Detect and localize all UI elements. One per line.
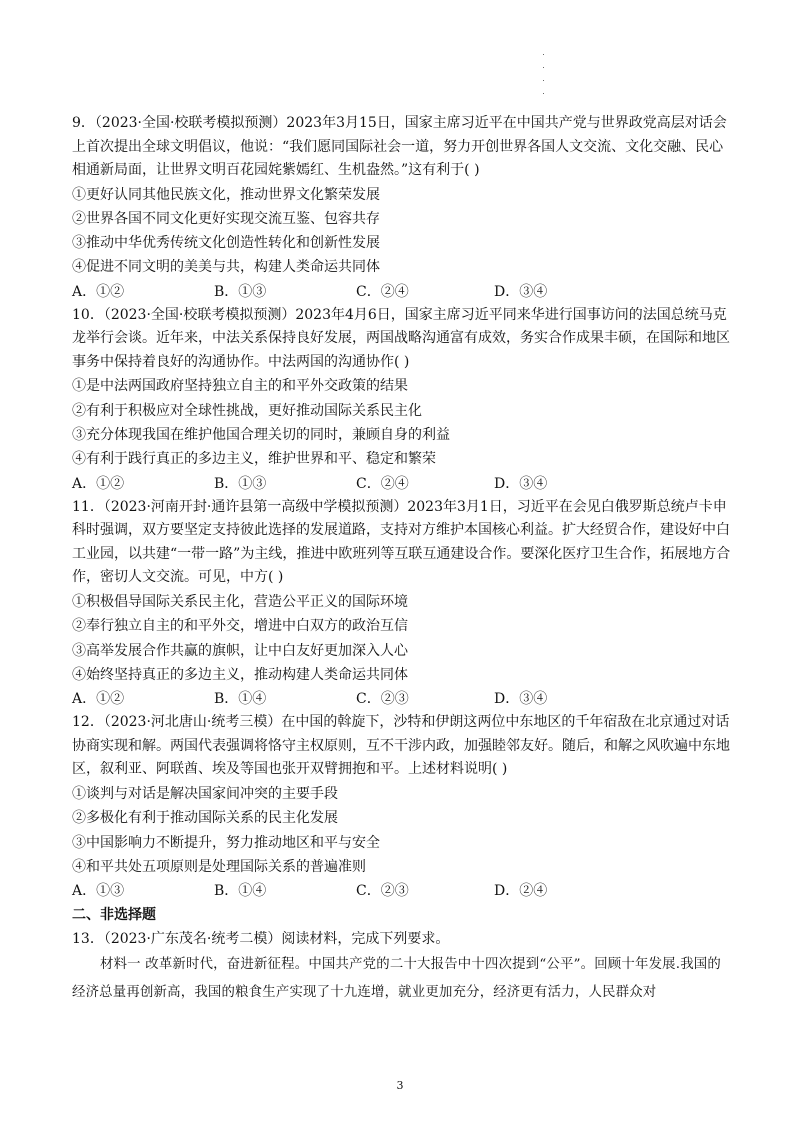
option-2: ②奉行独立自主的和平外交，增进中白双方的政治互信 xyxy=(72,618,408,635)
decorative-dots xyxy=(542,54,546,106)
question-stem: 9．（2023·全国·校联考模拟预测）2023年3月15日，国家主席习近平在中国共产党与世界政党高层对话会上首次提出全球文明倡议，他说：“我们愿同国际社会一道，努力开创世界各国人文交流、文化交融、民心相通新局面，让世界文明百花园姹紫嫣红、生机盎然。”这有利于( ) xyxy=(72,115,727,178)
section-title: 二、非选择题 xyxy=(72,907,156,924)
choice-a: A．①② xyxy=(72,691,125,708)
page-content xyxy=(72,112,732,1007)
question-stem: 11．（2023·河南开封·通许县第一高级中学模拟预测）2023年3月1日，习近平在会见白俄罗斯总统卢卡申科时强调，双方要坚定支持彼此选择的发展道路，支持对方维护本国核心利益。扩大经贸合作，建设好中白工业园，以共建“一带一路”为主线，推进中欧班列等互联互通建设合作。要深化医疗卫生合作，拓展地方合作，密切人文交流。可见，中方( ) xyxy=(72,498,731,586)
option-4: ④促进不同文明的美美与共，构建人类命运共同体 xyxy=(72,259,380,276)
answer-choices xyxy=(72,687,732,711)
choice-b: B．①③ xyxy=(214,475,267,492)
question-13-stem: 13．（2023·广东茂名·统考二模）阅读材料，完成下列要求。 xyxy=(72,930,450,947)
option-3: ③充分体现我国在维护他国合理关切的同时，兼顾自身的利益 xyxy=(72,427,450,444)
option-2: ②有利于积极应对全球性挑战，更好推动国际关系民主化 xyxy=(72,402,422,419)
option-3: ③高举发展合作共赢的旗帜，让中白友好更加深入人心 xyxy=(72,642,408,659)
question-10 xyxy=(72,304,732,496)
choice-b: B．①③ xyxy=(214,283,267,300)
choice-a: A．①③ xyxy=(72,883,125,900)
option-1: ①积极倡导国际关系民主化，营造公平正义的国际环境 xyxy=(72,593,408,610)
answer-choices xyxy=(72,280,732,304)
page-number: 3 xyxy=(396,1079,404,1092)
choice-d: D．③④ xyxy=(494,691,548,708)
option-4: ④和平共处五项原则是处理国际关系的普遍准则 xyxy=(72,858,366,875)
option-2: ②多极化有利于推动国际关系的民主化发展 xyxy=(72,810,338,827)
option-4: ④有利于践行真正的多边主义，维护世界和平、稳定和繁荣 xyxy=(72,451,436,468)
choice-b: B．①④ xyxy=(214,691,267,708)
choice-a: A．①② xyxy=(72,475,125,492)
question-9 xyxy=(72,112,732,304)
choice-c: C．②③ xyxy=(356,883,409,900)
choice-b: B．①④ xyxy=(214,883,267,900)
question-12 xyxy=(72,711,732,903)
material-1: 材料一 改革新时代，奋进新征程。中国共产党的二十大报告中十四次提到“公平”。回顾十年发展.我国的经济总量再创新高，我国的粮食生产实现了十九连增，就业更加充分，经济更有活力，人民群众对 xyxy=(72,957,721,1001)
option-1: ①是中法两国政府坚持独立自主的和平外交政策的结果 xyxy=(72,378,408,395)
option-2: ②世界各国不同文化更好实现交流互鉴、包容共存 xyxy=(72,210,380,227)
choice-c: C．②③ xyxy=(356,691,409,708)
option-4: ④始终坚持真正的多边主义，推动构建人类命运共同体 xyxy=(72,666,408,683)
question-11 xyxy=(72,496,732,711)
question-stem: 10．（2023·全国·校联考模拟预测）2023年4月6日，国家主席习近平同来华进行国事访问的法国总统马克龙举行会谈。近年来，中法关系保持良好发展，两国战略沟通富有成效，务实合作成果丰硕，在国际和地区事务中保持着良好的沟通协作。中法两国的沟通协作( ) xyxy=(72,306,730,370)
choice-d: D．③④ xyxy=(494,283,548,300)
option-1: ①更好认同其他民族文化，推动世界文化繁荣发展 xyxy=(72,186,380,203)
choice-a: A．①② xyxy=(72,283,125,300)
question-stem: 12．（2023·河北唐山·统考三模）在中国的斡旋下，沙特和伊朗这两位中东地区的千年宿敌在北京通过对话协商实现和解。两国代表强调将恪守主权原则，互不干涉内政，加强睦邻友好。随后，和解之风吹遍中东地区，叙利亚、阿联酋、埃及等国也张开双臂拥抱和平。上述材料说明( ) xyxy=(72,714,730,778)
option-3: ③推动中华优秀传统文化创造性转化和创新性发展 xyxy=(72,235,380,252)
choice-d: D．②④ xyxy=(494,883,548,900)
answer-choices xyxy=(72,879,732,903)
choice-d: D．③④ xyxy=(494,475,548,492)
answer-choices xyxy=(72,472,732,496)
option-1: ①谈判与对话是解决国家间冲突的主要手段 xyxy=(72,785,338,802)
option-3: ③中国影响力不断提升，努力推动地区和平与安全 xyxy=(72,834,380,851)
choice-c: C．②④ xyxy=(356,475,409,492)
choice-c: C．②④ xyxy=(356,283,409,300)
